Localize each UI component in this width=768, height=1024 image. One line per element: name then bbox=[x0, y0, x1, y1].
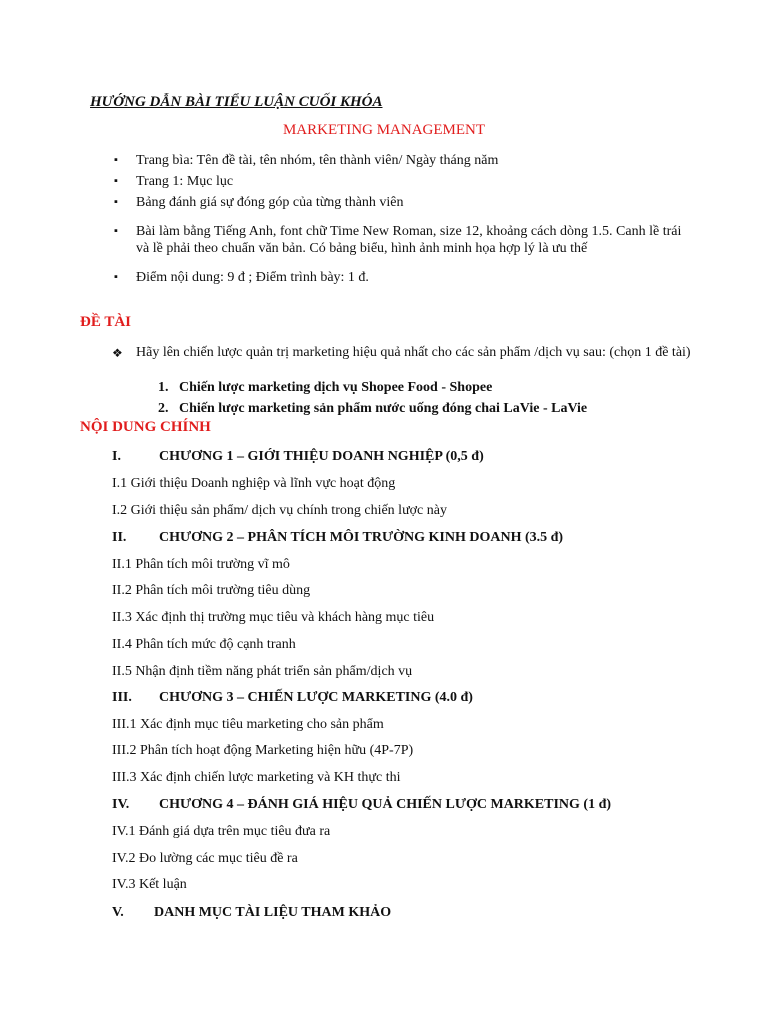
section-item: II.5 Nhận định tiềm năng phát triển sản phẩm/dịch vụ bbox=[112, 664, 413, 679]
section-item: I.2 Giới thiệu sản phẩm/ dịch vụ chính trong chiến lược này bbox=[112, 503, 447, 518]
list-item: ▪ Trang bìa: Tên đề tài, tên nhóm, tên thành viên/ Ngày tháng năm bbox=[114, 153, 499, 168]
section-item: IV.2 Đo lường các mục tiêu đề ra bbox=[112, 851, 298, 866]
list-item: ▪ Trang 1: Mục lục bbox=[114, 174, 234, 189]
content-heading: NỘI DUNG CHÍNH bbox=[80, 419, 211, 435]
requirements-list bbox=[112, 152, 692, 286]
section-item: I.1 Giới thiệu Doanh nghiệp và lĩnh vực hoạt động bbox=[112, 476, 396, 491]
bullet-icon: ▪ bbox=[114, 271, 118, 283]
topic-1: 1. Chiến lược marketing dịch vụ Shopee Food - Shopee bbox=[158, 380, 493, 395]
document-subtitle: MARKETING MANAGEMENT bbox=[282, 122, 486, 138]
bullet-icon: ▪ bbox=[114, 154, 118, 166]
topic-2: 2. Chiến lược marketing sản phẩm nước uống đóng chai LaVie - LaVie bbox=[158, 401, 588, 416]
document-page: HƯỚNG DẪN BÀI TIỂU LUẬN CUỐI KHÓA MARKETING MANAGEMENT ▪ Trang bìa: Tên đề tài, tên nhóm, tên thành viên/ Ngày tháng năm ▪ Trang 1: Mục lục ▪ Bảng đánh giá sự đóng góp của từng thành viên ▪ Bài làm bằng Tiếng Anh, font chữ Time New Roman, size 12, khoảng cách dòng 1.5. Canh lề trái và lề phải theo chuẩn văn bản. Có bảng biểu, hình ảnh minh họa hợp lý là ưu thế ▪ Điểm nội dung: 9 đ ; Điểm trình bày: 1 đ. ĐỀ TÀI ❖ Hãy lên chiến lược quản trị marketing hiệu quả nhất cho các sản phẩm /dịch vụ sau: (chọn 1 đề tài) 1. Chiến lược marketing dịch vụ Shopee Food - Shopee 2. Chiến lược marketing sản phẩm nước uống đóng chai LaVie - LaVie NỘI DUNG CHÍNH I. CHƯƠNG 1 – GIỚI THIỆU DOANH NGHIỆP (0,5 đ) I.1 Giới thiệu Doanh nghiệp và lĩnh vực hoạt động I.2 Giới thiệu sản phẩm/ dịch vụ chính trong chiến lược này II. CHƯƠNG 2 – PHÂN TÍCH MÔI TRƯỜNG KINH DOANH (3.5 đ) II.1 Phân tích môi trường vĩ mô II.2 Phân tích môi trường tiêu dùng II.3 Xác định thị trường mục tiêu và khách hàng mục tiêu II.4 Phân tích mức độ cạnh tranh II.5 Nhận định tiềm năng phát triển sản phẩm/dịch vụ III. CHƯƠNG 3 – CHIẾN LƯỢC MARKETING (4.0 đ) III.1 Xác định mục tiêu marketing cho sản phẩm III.2 Phân tích hoạt động Marketing hiện hữu (4P-7P) III.3 Xác định chiến lược marketing và KH thực thi IV. CHƯƠNG 4 – ĐÁNH GIÁ HIỆU QUẢ CHIẾN LƯỢC MARKETING (1 đ) IV.1 Đánh giá dựa trên mục tiêu đưa ra IV.2 Đo lường các mục tiêu đề ra IV.3 Kết luận V. DANH MỤC TÀI LIỆU THAM KHẢO bbox=[0, 0, 768, 1024]
list-item: ▪ Bảng đánh giá sự đóng góp của từng thành viên bbox=[114, 195, 404, 210]
topic-heading: ĐỀ TÀI bbox=[80, 314, 131, 330]
topic-intro: ❖ Hãy lên chiến lược quản trị marketing hiệu quả nhất cho các sản phẩm /dịch vụ sau: (chọn 1 đề tài) bbox=[112, 345, 691, 360]
list-item: ▪ Điểm nội dung: 9 đ ; Điểm trình bày: 1 đ. bbox=[114, 270, 369, 285]
section-item: IV.3 Kết luận bbox=[112, 877, 187, 892]
section-item: II.2 Phân tích môi trường tiêu dùng bbox=[112, 583, 311, 598]
section-item: II.4 Phân tích mức độ cạnh tranh bbox=[112, 637, 296, 652]
document-title: HƯỚNG DẪN BÀI TIỂU LUẬN CUỐI KHÓA bbox=[90, 94, 383, 110]
bullet-icon: ▪ bbox=[114, 175, 118, 187]
section-item: III.2 Phân tích hoạt động Marketing hiện hữu (4P-7P) bbox=[112, 743, 414, 758]
list-item: ▪ Bài làm bằng Tiếng Anh, font chữ Time New Roman, size 12, khoảng cách dòng 1.5. Canh lề trái và lề phải theo chuẩn văn bản. Có bảng biểu, hình ảnh minh họa hợp lý là ưu thế bbox=[114, 224, 682, 256]
bullet-icon: ▪ bbox=[114, 196, 118, 208]
diamond-icon: ❖ bbox=[112, 346, 123, 360]
section-item: II.3 Xác định thị trường mục tiêu và khách hàng mục tiêu bbox=[112, 610, 435, 625]
section-item: II.1 Phân tích môi trường vĩ mô bbox=[112, 557, 290, 572]
section-item: III.3 Xác định chiến lược marketing và KH thực thi bbox=[112, 770, 401, 785]
section-item: III.1 Xác định mục tiêu marketing cho sản phẩm bbox=[112, 717, 384, 732]
bullet-icon: ▪ bbox=[114, 225, 118, 237]
section-item: IV.1 Đánh giá dựa trên mục tiêu đưa ra bbox=[112, 824, 331, 839]
